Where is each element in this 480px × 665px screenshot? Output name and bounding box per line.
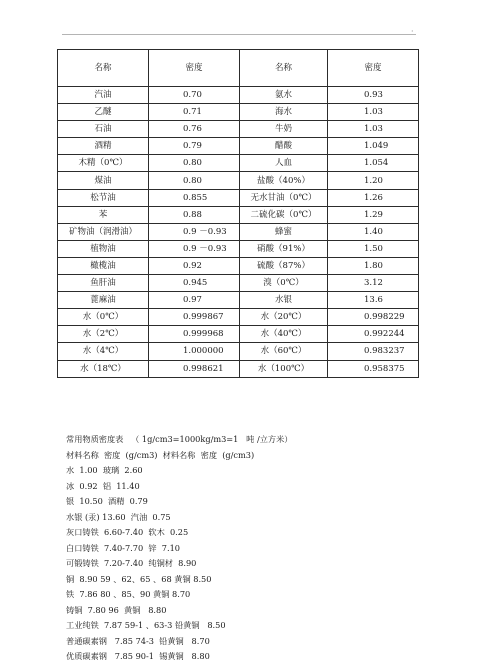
list-line: 冰 0.92 铝 11.40 <box>66 480 140 491</box>
material-name: 水（60℃） <box>240 343 328 360</box>
density-value: 0.70 <box>149 87 240 104</box>
table-row <box>58 240 419 257</box>
material-name: 木精（0℃） <box>58 155 149 172</box>
density-value: 1.50 <box>328 240 419 257</box>
header-rule <box>62 34 416 35</box>
material-name: 水（2℃） <box>58 326 149 343</box>
density-value: 0.958375 <box>328 360 419 377</box>
table-row <box>58 257 419 274</box>
density-value: 1.40 <box>328 223 419 240</box>
density-value: 13.6 <box>328 292 419 309</box>
density-value: 0.92 <box>149 257 240 274</box>
header-density-2: 密度 <box>328 50 419 87</box>
material-name: 水（4℃） <box>58 343 149 360</box>
table-header-row <box>58 50 419 87</box>
list-line: 水银 (汞) 13.60 汽油 0.75 <box>66 511 171 522</box>
table-row <box>58 138 419 155</box>
density-value: 1.20 <box>328 172 419 189</box>
list-line: 水 1.00 玻璃 2.60 <box>66 465 143 475</box>
list-line: 银 10.50 酒精 0.79 <box>66 496 148 506</box>
density-value: 0.998621 <box>149 360 240 377</box>
density-value: 3.12 <box>328 275 419 292</box>
material-name: 橄榄油 <box>58 257 149 274</box>
table-row <box>58 343 419 360</box>
density-value: 0.855 <box>149 189 240 206</box>
density-value: 1.03 <box>328 121 419 138</box>
density-value: 1.000000 <box>149 343 240 360</box>
table-row <box>58 275 419 292</box>
list-line: 铁 7.86 80 、85、90 黄铜 8.70 <box>66 589 191 599</box>
material-name: 酒精 <box>58 138 149 155</box>
material-name: 蓖麻油 <box>58 292 149 309</box>
material-name: 溴（0℃） <box>240 275 328 292</box>
material-name: 水银 <box>240 292 328 309</box>
list-line: 铜 8.90 59 、62、65 、68 黄铜 8.50 <box>66 573 212 584</box>
table-row <box>58 292 419 309</box>
material-name: 水（0℃） <box>58 309 149 326</box>
density-value: 0.945 <box>149 275 240 292</box>
table-row <box>58 326 419 343</box>
page-mark: · <box>411 27 414 36</box>
density-value: 0.88 <box>149 206 240 223</box>
density-value: 0.76 <box>149 121 240 138</box>
density-value: 0.983237 <box>328 343 419 360</box>
material-name: 松节油 <box>58 189 149 206</box>
list-line: 普通碳素钢 7.85 74-3 铅黄铜 8.70 <box>66 635 210 646</box>
density-table <box>57 49 419 378</box>
material-name: 水（40℃） <box>240 326 328 343</box>
material-name: 水（100℃） <box>240 360 328 377</box>
table-row <box>58 155 419 172</box>
list-line: 白口铸铁 7.40-7.70 锌 7.10 <box>66 542 181 553</box>
material-name: 鱼肝油 <box>58 275 149 292</box>
material-name: 醋酸 <box>240 138 328 155</box>
density-value: 1.049 <box>328 138 419 155</box>
list-line: 可锻铸铁 7.20-7.40 纯铜材 8.90 <box>66 558 197 568</box>
density-value: 0.9 －0.93 <box>149 240 240 257</box>
material-name: 氨水 <box>240 87 328 104</box>
density-value: 0.97 <box>149 292 240 309</box>
density-value: 1.03 <box>328 104 419 121</box>
table-row <box>58 87 419 104</box>
header-name-1: 名称 <box>58 50 149 87</box>
header-name-2: 名称 <box>240 50 328 87</box>
density-value: 0.992244 <box>328 326 419 343</box>
material-name: 二硫化碳（0℃） <box>240 206 328 223</box>
material-name: 水（20℃） <box>240 309 328 326</box>
density-value: 1.26 <box>328 189 419 206</box>
table-row <box>58 172 419 189</box>
material-name: 无水甘油（0℃） <box>240 189 328 206</box>
density-value: 1.80 <box>328 257 419 274</box>
density-value: 1.29 <box>328 206 419 223</box>
list-line: 工业纯铁 7.87 59-1 、63-3 铅黄铜 8.50 <box>66 620 226 630</box>
density-value: 0.93 <box>328 87 419 104</box>
list-line: 优质碳素钢 7.85 90-1 锡黄铜 8.80 <box>66 651 210 661</box>
material-name: 牛奶 <box>240 121 328 138</box>
list-line: 灰口铸铁 6.60-7.40 软木 0.25 <box>66 527 189 537</box>
material-name: 盐酸（40%） <box>240 172 328 189</box>
material-name: 苯 <box>58 206 149 223</box>
table-row <box>58 360 419 377</box>
density-value: 0.80 <box>149 155 240 172</box>
table-row <box>58 309 419 326</box>
material-name: 人血 <box>240 155 328 172</box>
density-value: 0.71 <box>149 104 240 121</box>
material-name: 石油 <box>58 121 149 138</box>
density-value: 0.999968 <box>149 326 240 343</box>
density-value: 0.79 <box>149 138 240 155</box>
density-list-text <box>66 432 466 665</box>
header-density-1: 密度 <box>149 50 240 87</box>
table-row <box>58 121 419 138</box>
table-row <box>58 189 419 206</box>
material-name: 硝酸（91%） <box>240 240 328 257</box>
density-value: 0.998229 <box>328 309 419 326</box>
material-name: 海水 <box>240 104 328 121</box>
list-line: 铸铜 7.80 96 黄铜 8.80 <box>66 604 167 615</box>
table-row <box>58 206 419 223</box>
material-name: 煤油 <box>58 172 149 189</box>
material-name: 水（18℃） <box>58 360 149 377</box>
material-name: 植物油 <box>58 240 149 257</box>
density-value: 0.9 －0.93 <box>149 223 240 240</box>
material-name: 蜂蜜 <box>240 223 328 240</box>
density-value: 1.054 <box>328 155 419 172</box>
list-title: 常用物质密度表 （ 1g/cm3=1000kg/m3=1 吨 /立方米） <box>66 434 293 444</box>
material-name: 硫酸（87%） <box>240 257 328 274</box>
density-value: 0.80 <box>149 172 240 189</box>
density-value: 0.999867 <box>149 309 240 326</box>
material-name: 矿物油（润滑油） <box>58 223 149 240</box>
table-row <box>58 223 419 240</box>
material-name: 汽油 <box>58 87 149 104</box>
list-header: 材料名称 密度 (g/cm3) 材料名称 密度 (g/cm3) <box>66 449 255 460</box>
material-name: 乙醚 <box>58 104 149 121</box>
table-row <box>58 104 419 121</box>
